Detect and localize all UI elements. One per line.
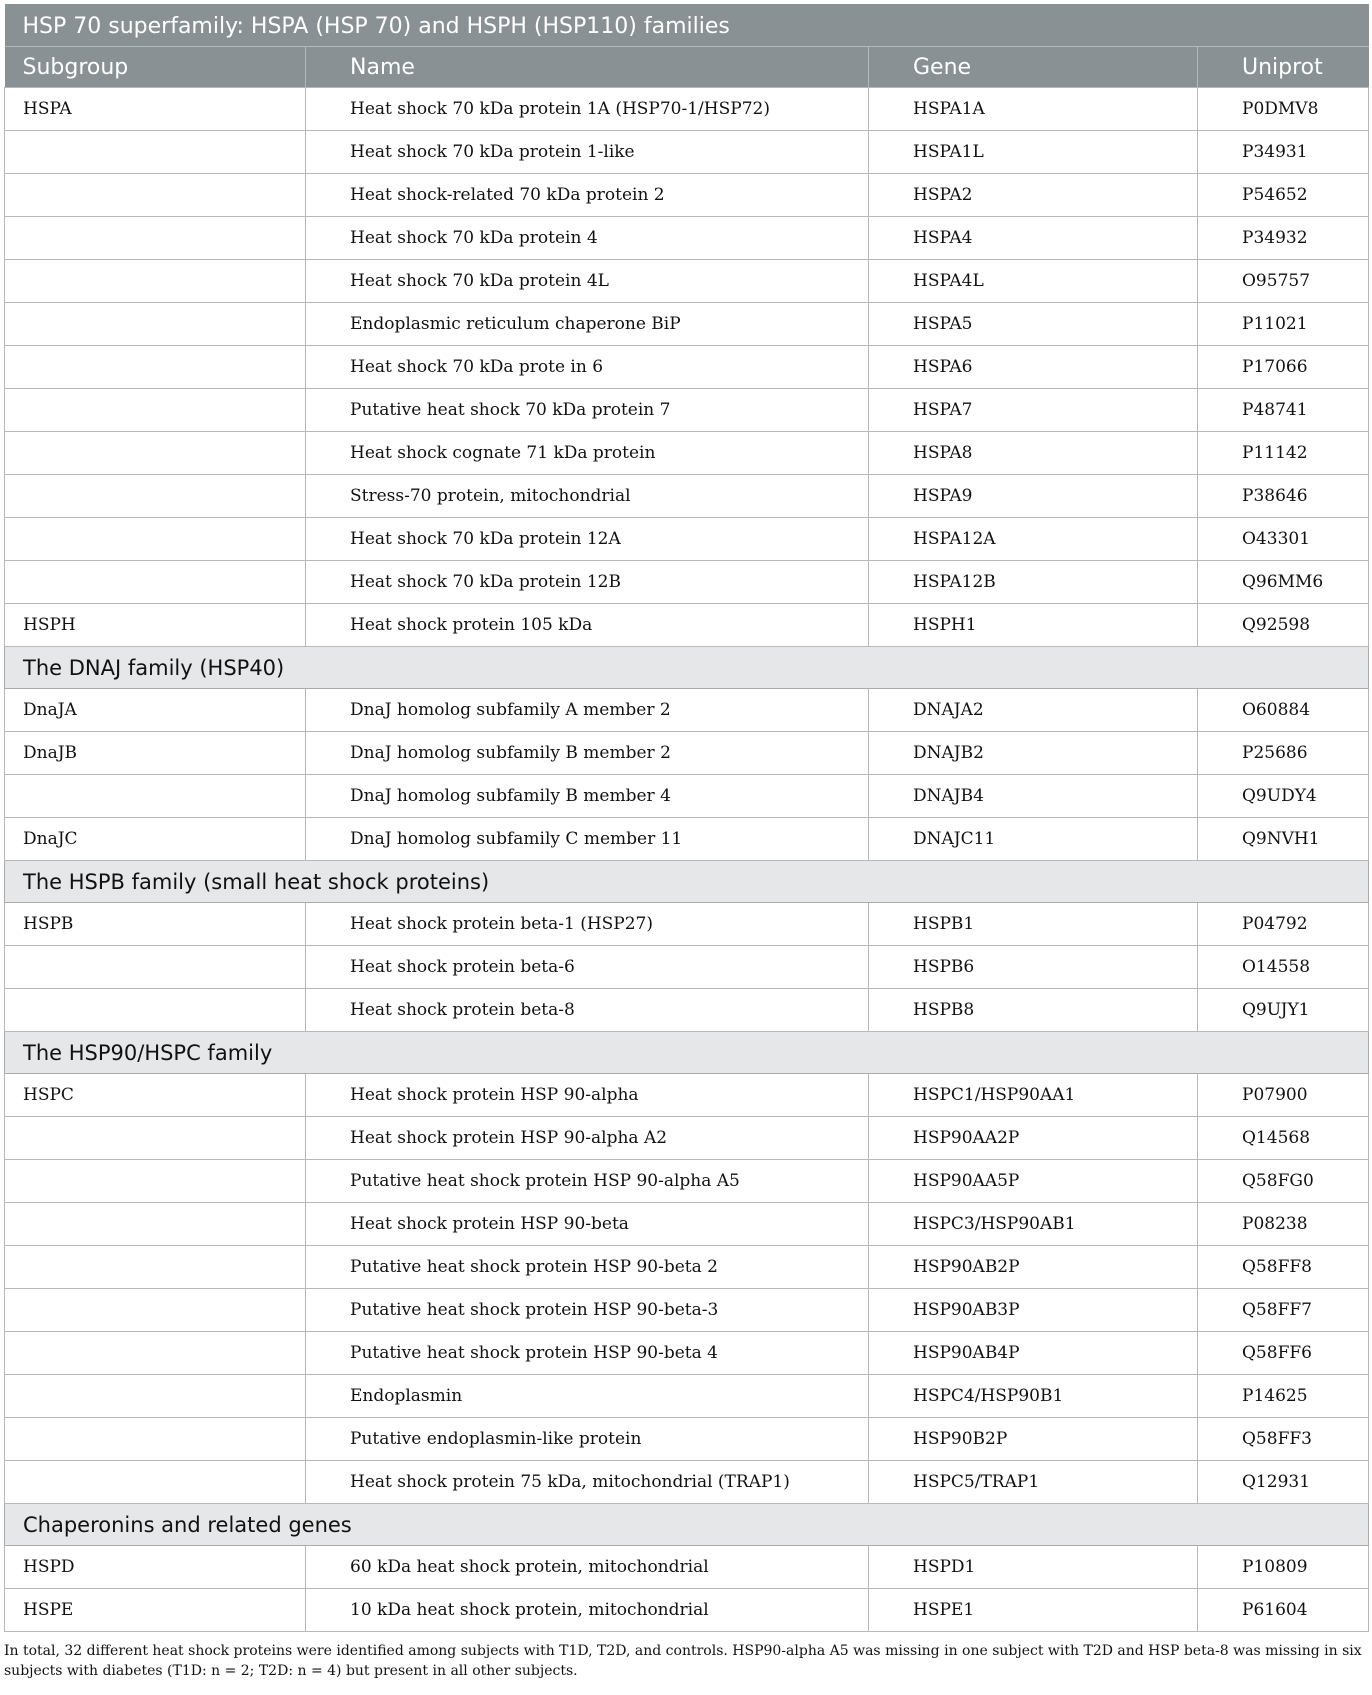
- cell-uniprot: Q92598: [1198, 604, 1369, 647]
- cell-gene: HSPA4: [869, 217, 1198, 260]
- cell-name: Heat shock 70 kDa protein 4L: [306, 260, 869, 303]
- cell-gene: HSPA1L: [869, 131, 1198, 174]
- table-row: [5, 689, 1369, 732]
- cell-subgroup: [5, 432, 306, 475]
- table-row: [5, 389, 1369, 432]
- cell-name: Heat shock 70 kDa protein 4: [306, 217, 869, 260]
- section-heading: The HSPB family (small heat shock proteins): [5, 861, 1369, 903]
- cell-uniprot: P08238: [1198, 1203, 1369, 1246]
- cell-gene: HSPA12A: [869, 518, 1198, 561]
- cell-uniprot: P34932: [1198, 217, 1369, 260]
- column-header-name: Name: [306, 47, 869, 88]
- cell-subgroup: [5, 475, 306, 518]
- cell-subgroup: [5, 1246, 306, 1289]
- cell-uniprot: P0DMV8: [1198, 88, 1369, 131]
- cell-subgroup: HSPC: [5, 1074, 306, 1117]
- column-header-gene: Gene: [869, 47, 1198, 88]
- cell-gene: HSPB1: [869, 903, 1198, 946]
- cell-uniprot: O95757: [1198, 260, 1369, 303]
- table-row: [5, 131, 1369, 174]
- cell-uniprot: O60884: [1198, 689, 1369, 732]
- cell-uniprot: P17066: [1198, 346, 1369, 389]
- cell-subgroup: [5, 1375, 306, 1418]
- cell-name: 10 kDa heat shock protein, mitochondrial: [306, 1589, 869, 1632]
- column-header-uniprot: Uniprot: [1198, 47, 1369, 88]
- cell-subgroup: [5, 1160, 306, 1203]
- cell-subgroup: [5, 1332, 306, 1375]
- footnote-line-2: subjects with diabetes (T1D: n = 2; T2D: n = 4) but present in all other subjects.: [4, 1663, 578, 1679]
- table-row: [5, 903, 1369, 946]
- cell-subgroup: [5, 1289, 306, 1332]
- cell-gene: HSP90AA5P: [869, 1160, 1198, 1203]
- footnote-line-1: In total, 32 different heat shock proteins were identified among subjects with T1D, T2D, and controls. HSP90-alpha A5 was missing in one subject with T2D and HSP beta-8 was missing in six: [4, 1643, 1362, 1659]
- section-heading-row: [5, 861, 1369, 903]
- cell-uniprot: P10809: [1198, 1546, 1369, 1589]
- table-row: [5, 518, 1369, 561]
- cell-subgroup: [5, 260, 306, 303]
- cell-name: Heat shock protein HSP 90-alpha A2: [306, 1117, 869, 1160]
- cell-uniprot: P11021: [1198, 303, 1369, 346]
- cell-uniprot: Q58FF6: [1198, 1332, 1369, 1375]
- cell-gene: DNAJB2: [869, 732, 1198, 775]
- cell-gene: HSPB8: [869, 989, 1198, 1032]
- cell-name: DnaJ homolog subfamily B member 2: [306, 732, 869, 775]
- table-row: [5, 1546, 1369, 1589]
- cell-name: Heat shock 70 kDa protein 12A: [306, 518, 869, 561]
- table-row: [5, 303, 1369, 346]
- table-row: [5, 1074, 1369, 1117]
- cell-name: Heat shock 70 kDa protein 1A (HSP70-1/HSP72): [306, 88, 869, 131]
- cell-gene: HSPH1: [869, 604, 1198, 647]
- section-heading-row: [5, 647, 1369, 689]
- cell-name: Putative heat shock protein HSP 90-beta 2: [306, 1246, 869, 1289]
- cell-gene: HSPA7: [869, 389, 1198, 432]
- cell-gene: HSPA8: [869, 432, 1198, 475]
- table-row: [5, 775, 1369, 818]
- table-row: [5, 1289, 1369, 1332]
- cell-name: Heat shock 70 kDa protein 12B: [306, 561, 869, 604]
- cell-gene: DNAJA2: [869, 689, 1198, 732]
- cell-gene: HSPC1/HSP90AA1: [869, 1074, 1198, 1117]
- table-row: [5, 946, 1369, 989]
- cell-name: Putative heat shock protein HSP 90-beta-3: [306, 1289, 869, 1332]
- table-row: [5, 174, 1369, 217]
- table-row: [5, 1160, 1369, 1203]
- cell-name: Stress-70 protein, mitochondrial: [306, 475, 869, 518]
- cell-gene: HSPD1: [869, 1546, 1198, 1589]
- section-heading-row: [5, 1032, 1369, 1074]
- cell-uniprot: Q9UJY1: [1198, 989, 1369, 1032]
- section-heading: Chaperonins and related genes: [5, 1504, 1369, 1546]
- cell-name: Heat shock protein beta-6: [306, 946, 869, 989]
- cell-gene: HSPC3/HSP90AB1: [869, 1203, 1198, 1246]
- table-header-row: [5, 47, 1369, 88]
- cell-gene: HSPB6: [869, 946, 1198, 989]
- cell-name: DnaJ homolog subfamily C member 11: [306, 818, 869, 861]
- table-row: [5, 989, 1369, 1032]
- table-row: [5, 432, 1369, 475]
- cell-subgroup: [5, 989, 306, 1032]
- cell-subgroup: [5, 389, 306, 432]
- cell-subgroup: [5, 131, 306, 174]
- cell-name: Heat shock 70 kDa prote in 6: [306, 346, 869, 389]
- section-heading: The HSP90/HSPC family: [5, 1032, 1369, 1074]
- cell-name: DnaJ homolog subfamily B member 4: [306, 775, 869, 818]
- table-row: [5, 1418, 1369, 1461]
- cell-name: Heat shock protein beta-1 (HSP27): [306, 903, 869, 946]
- cell-name: Endoplasmic reticulum chaperone BiP: [306, 303, 869, 346]
- cell-gene: HSPA6: [869, 346, 1198, 389]
- cell-uniprot: P34931: [1198, 131, 1369, 174]
- cell-name: Heat shock 70 kDa protein 1-like: [306, 131, 869, 174]
- cell-subgroup: DnaJB: [5, 732, 306, 775]
- cell-uniprot: P61604: [1198, 1589, 1369, 1632]
- cell-uniprot: Q12931: [1198, 1461, 1369, 1504]
- table-row: [5, 818, 1369, 861]
- cell-name: Heat shock cognate 71 kDa protein: [306, 432, 869, 475]
- table-row: [5, 346, 1369, 389]
- cell-name: Heat shock protein 75 kDa, mitochondrial (TRAP1): [306, 1461, 869, 1504]
- table-body: [5, 88, 1369, 1632]
- cell-subgroup: [5, 561, 306, 604]
- cell-subgroup: HSPH: [5, 604, 306, 647]
- cell-uniprot: P04792: [1198, 903, 1369, 946]
- heat-shock-protein-table-container: [4, 4, 1368, 1632]
- table-row: [5, 561, 1369, 604]
- cell-name: Putative heat shock protein HSP 90-beta 4: [306, 1332, 869, 1375]
- cell-uniprot: Q9NVH1: [1198, 818, 1369, 861]
- cell-gene: HSPA4L: [869, 260, 1198, 303]
- cell-gene: HSPA5: [869, 303, 1198, 346]
- table-row: [5, 88, 1369, 131]
- cell-uniprot: P25686: [1198, 732, 1369, 775]
- table-footnote: [4, 1641, 1368, 1681]
- cell-subgroup: [5, 518, 306, 561]
- cell-subgroup: [5, 1461, 306, 1504]
- heat-shock-protein-table: [4, 4, 1369, 1632]
- cell-gene: HSPA9: [869, 475, 1198, 518]
- cell-uniprot: Q9UDY4: [1198, 775, 1369, 818]
- cell-name: Heat shock-related 70 kDa protein 2: [306, 174, 869, 217]
- cell-subgroup: [5, 217, 306, 260]
- cell-gene: HSP90AB2P: [869, 1246, 1198, 1289]
- cell-gene: HSPA12B: [869, 561, 1198, 604]
- cell-gene: HSPC5/TRAP1: [869, 1461, 1198, 1504]
- cell-uniprot: P48741: [1198, 389, 1369, 432]
- section-heading: The DNAJ family (HSP40): [5, 647, 1369, 689]
- cell-subgroup: [5, 1203, 306, 1246]
- cell-uniprot: P38646: [1198, 475, 1369, 518]
- cell-subgroup: [5, 1117, 306, 1160]
- cell-subgroup: HSPE: [5, 1589, 306, 1632]
- cell-subgroup: [5, 303, 306, 346]
- table-row: [5, 1461, 1369, 1504]
- cell-uniprot: P07900: [1198, 1074, 1369, 1117]
- table-row: [5, 1203, 1369, 1246]
- cell-gene: DNAJC11: [869, 818, 1198, 861]
- cell-uniprot: Q58FF3: [1198, 1418, 1369, 1461]
- table-title: HSP 70 superfamily: HSPA (HSP 70) and HSPH (HSP110) families: [5, 4, 1369, 47]
- table-row: [5, 732, 1369, 775]
- cell-name: DnaJ homolog subfamily A member 2: [306, 689, 869, 732]
- cell-subgroup: HSPA: [5, 88, 306, 131]
- table-row: [5, 475, 1369, 518]
- cell-gene: DNAJB4: [869, 775, 1198, 818]
- cell-subgroup: [5, 946, 306, 989]
- cell-subgroup: DnaJC: [5, 818, 306, 861]
- cell-subgroup: DnaJA: [5, 689, 306, 732]
- cell-subgroup: [5, 1418, 306, 1461]
- cell-uniprot: O14558: [1198, 946, 1369, 989]
- table-row: [5, 1332, 1369, 1375]
- cell-gene: HSP90AB4P: [869, 1332, 1198, 1375]
- cell-uniprot: Q58FG0: [1198, 1160, 1369, 1203]
- cell-gene: HSPA1A: [869, 88, 1198, 131]
- cell-name: Putative heat shock protein HSP 90-alpha A5: [306, 1160, 869, 1203]
- cell-uniprot: P14625: [1198, 1375, 1369, 1418]
- cell-name: Heat shock protein beta-8: [306, 989, 869, 1032]
- table-row: [5, 260, 1369, 303]
- table-row: [5, 1589, 1369, 1632]
- cell-uniprot: Q14568: [1198, 1117, 1369, 1160]
- cell-name: Heat shock protein 105 kDa: [306, 604, 869, 647]
- cell-uniprot: Q96MM6: [1198, 561, 1369, 604]
- cell-subgroup: [5, 346, 306, 389]
- cell-subgroup: HSPB: [5, 903, 306, 946]
- cell-uniprot: P54652: [1198, 174, 1369, 217]
- cell-gene: HSP90B2P: [869, 1418, 1198, 1461]
- cell-subgroup: HSPD: [5, 1546, 306, 1589]
- cell-subgroup: [5, 775, 306, 818]
- cell-gene: HSPE1: [869, 1589, 1198, 1632]
- cell-gene: HSPA2: [869, 174, 1198, 217]
- cell-name: 60 kDa heat shock protein, mitochondrial: [306, 1546, 869, 1589]
- cell-uniprot: Q58FF8: [1198, 1246, 1369, 1289]
- table-row: [5, 1375, 1369, 1418]
- cell-uniprot: P11142: [1198, 432, 1369, 475]
- table-row: [5, 1246, 1369, 1289]
- cell-name: Heat shock protein HSP 90-alpha: [306, 1074, 869, 1117]
- table-row: [5, 217, 1369, 260]
- column-header-subgroup: Subgroup: [5, 47, 306, 88]
- cell-name: Putative heat shock 70 kDa protein 7: [306, 389, 869, 432]
- table-row: [5, 1117, 1369, 1160]
- cell-gene: HSP90AB3P: [869, 1289, 1198, 1332]
- cell-uniprot: Q58FF7: [1198, 1289, 1369, 1332]
- cell-name: Putative endoplasmin-like protein: [306, 1418, 869, 1461]
- table-row: [5, 604, 1369, 647]
- cell-gene: HSPC4/HSP90B1: [869, 1375, 1198, 1418]
- table-title-row: [5, 4, 1369, 47]
- section-heading-row: [5, 1504, 1369, 1546]
- cell-name: Heat shock protein HSP 90-beta: [306, 1203, 869, 1246]
- cell-subgroup: [5, 174, 306, 217]
- cell-name: Endoplasmin: [306, 1375, 869, 1418]
- cell-uniprot: O43301: [1198, 518, 1369, 561]
- cell-gene: HSP90AA2P: [869, 1117, 1198, 1160]
